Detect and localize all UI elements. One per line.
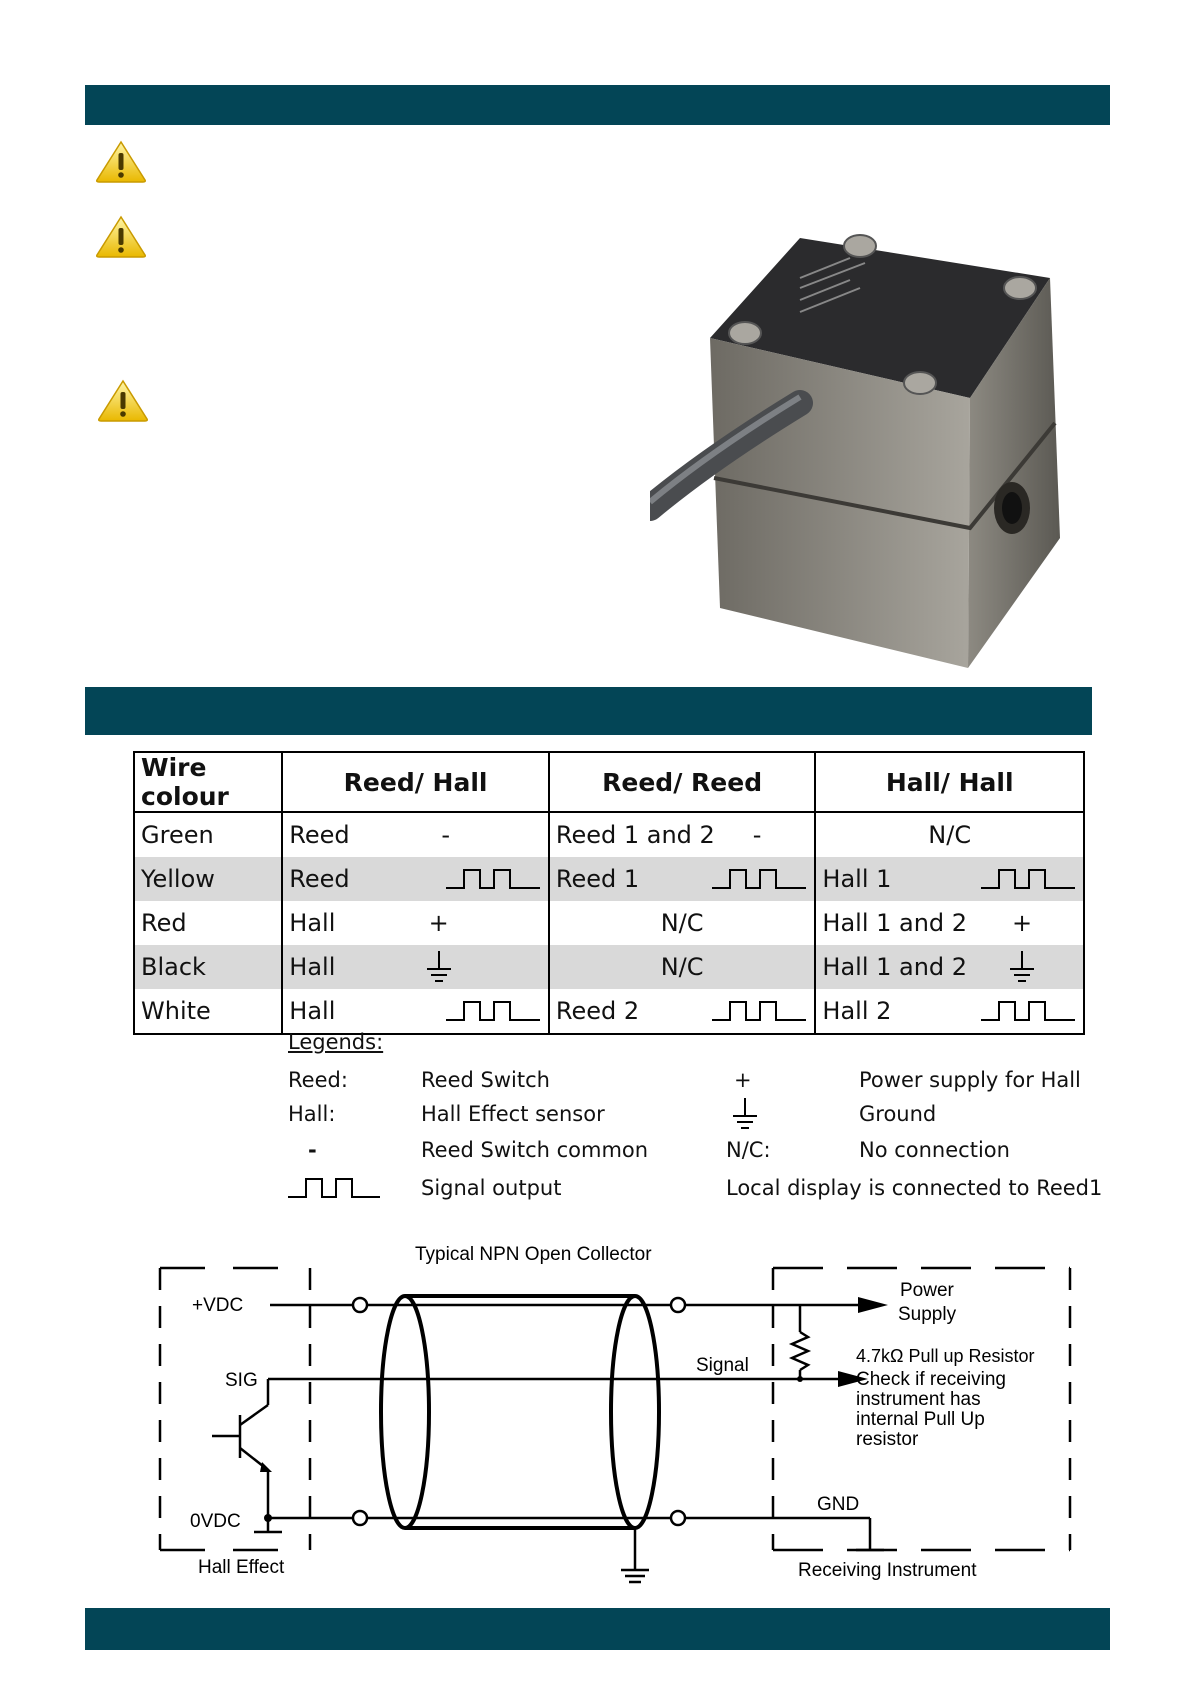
wire-colour-cell: Red — [134, 901, 282, 945]
reed-hall-label: Hall — [289, 997, 336, 1025]
reed-hall-label: Reed — [289, 865, 350, 893]
legend-title: Legends: — [288, 1030, 384, 1054]
label-supply: Supply — [898, 1304, 957, 1325]
legend-dash-desc: Reed Switch common — [421, 1138, 649, 1162]
label-check-2: instrument has — [856, 1389, 981, 1410]
diagram-title: Typical NPN Open Collector — [415, 1244, 652, 1265]
plus-symbol: + — [1011, 909, 1033, 937]
table-row — [134, 857, 1084, 901]
ground-icon — [335, 949, 541, 985]
legend-signal-desc: Signal output — [421, 1176, 562, 1200]
label-check-3: internal Pull Up — [856, 1409, 985, 1430]
warning-icon — [94, 214, 148, 260]
hall-hall-label: N/C — [815, 812, 1084, 857]
legend-ground-desc: Ground — [859, 1102, 937, 1126]
label-pull-up-resistor: 4.7kΩ Pull up Resistor — [856, 1346, 1035, 1366]
reed-reed-label: Reed 1 and 2 — [555, 821, 715, 849]
reed-hall-label: Hall — [289, 909, 336, 937]
legend-plus-key: + — [734, 1068, 752, 1092]
hall-hall-label: Hall 1 and 2 — [822, 909, 968, 937]
label-gnd: GND — [817, 1494, 860, 1515]
signal-pulse-icon — [335, 999, 541, 1023]
label-hall-effect: Hall Effect — [198, 1557, 285, 1578]
signal-pulse-icon — [350, 867, 542, 891]
reed-reed-label: Reed 1 — [555, 865, 640, 893]
signal-pulse-icon — [891, 867, 1077, 891]
table-row — [134, 812, 1084, 857]
legend-nc-key: N/C: — [726, 1138, 771, 1162]
hall-hall-label: Hall 2 — [822, 997, 892, 1025]
label-check-4: resistor — [856, 1429, 919, 1450]
col-header-hall-hall: Hall/ Hall — [815, 752, 1084, 812]
label-vdc: +VDC — [192, 1295, 244, 1316]
signal-pulse-icon — [891, 999, 1077, 1023]
table-row — [134, 901, 1084, 945]
warning-icon — [94, 139, 148, 185]
reed-reed-label: N/C — [549, 945, 816, 989]
common-dash-symbol: - — [441, 821, 451, 849]
wire-colour-cell: Black — [134, 945, 282, 989]
flowmeter-product-photo — [650, 208, 1066, 674]
label-receiving-instrument: Receiving Instrument — [798, 1560, 977, 1581]
legend-reed-key: Reed: — [288, 1068, 348, 1092]
reed-hall-label: Hall — [289, 953, 336, 981]
plus-symbol: + — [428, 909, 449, 937]
label-sig: SIG — [225, 1370, 258, 1391]
section-header-bar-bottom — [85, 1608, 1110, 1650]
reed-reed-label: N/C — [549, 901, 816, 945]
warning-icon — [96, 378, 150, 424]
legend-reed-desc: Reed Switch — [421, 1068, 550, 1092]
signal-pulse-icon — [288, 1176, 382, 1200]
col-header-reed-hall: Reed/ Hall — [282, 752, 549, 812]
common-dash-symbol: - — [752, 821, 762, 849]
label-power: Power — [900, 1280, 954, 1301]
label-signal: Signal — [696, 1355, 749, 1376]
table-row — [134, 989, 1084, 1034]
hall-hall-label: Hall 1 — [822, 865, 892, 893]
ground-icon — [967, 949, 1077, 985]
col-header-wire-colour: Wire colour — [134, 752, 282, 812]
legend-hall-desc: Hall Effect sensor — [421, 1102, 605, 1126]
wire-colour-table — [133, 751, 1085, 1035]
signal-pulse-icon — [639, 867, 808, 891]
label-ovdc: 0VDC — [190, 1511, 241, 1532]
table-header-row — [134, 752, 1084, 812]
legend-nc-desc: No connection — [859, 1138, 1010, 1162]
ground-icon — [730, 1096, 760, 1132]
legend-plus-desc: Power supply for Hall — [859, 1068, 1081, 1092]
reed-hall-label: Reed — [289, 821, 350, 849]
legend-hall-key: Hall: — [288, 1102, 336, 1126]
wire-colour-cell: Green — [134, 812, 282, 857]
label-check-1: Check if receiving — [856, 1369, 1006, 1390]
col-header-reed-reed: Reed/ Reed — [549, 752, 816, 812]
hall-hall-label: Hall 1 and 2 — [822, 953, 968, 981]
legend-local-display: Local display is connected to Reed1 — [726, 1176, 1103, 1200]
legend-dash-key: - — [308, 1138, 317, 1162]
reed-reed-label: Reed 2 — [555, 997, 640, 1025]
table-row — [134, 945, 1084, 989]
section-header-bar-middle — [85, 687, 1092, 735]
section-header-bar-top — [85, 85, 1110, 125]
wire-colour-cell: Yellow — [134, 857, 282, 901]
wire-colour-cell: White — [134, 989, 282, 1034]
npn-wiring-diagram — [150, 1240, 1080, 1600]
signal-pulse-icon — [639, 999, 808, 1023]
